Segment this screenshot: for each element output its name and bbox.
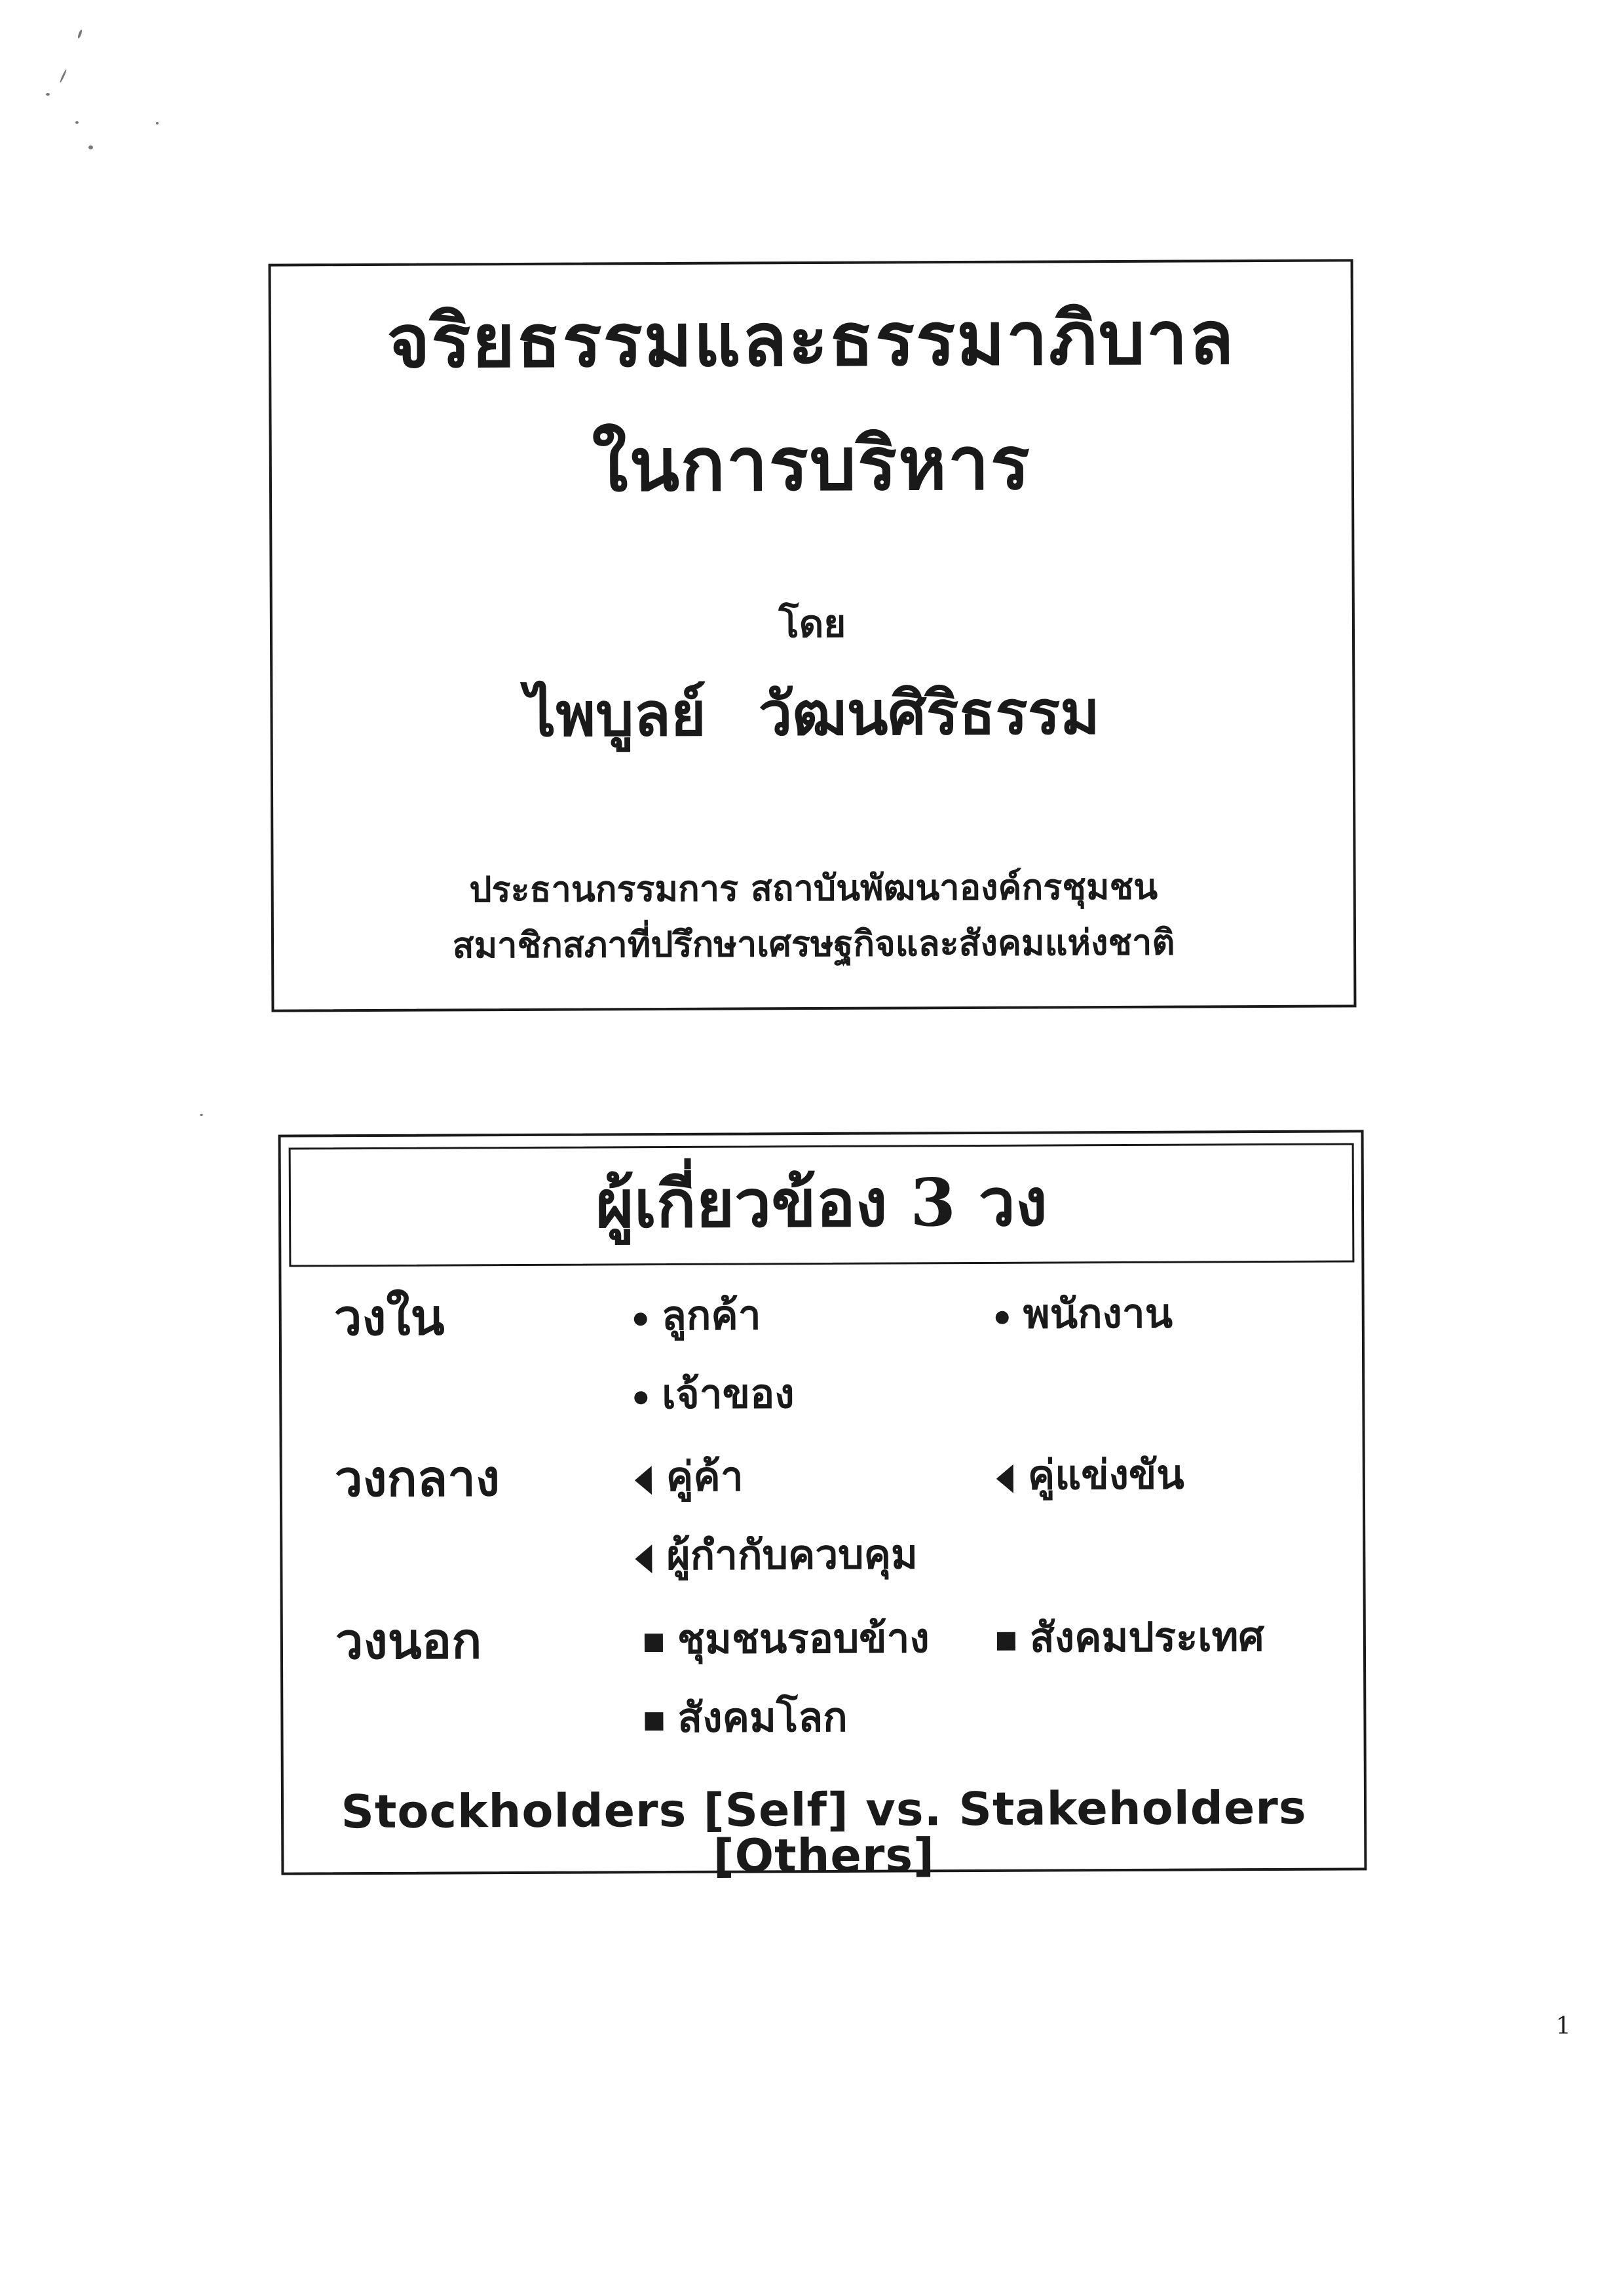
slide-title-line-2: ในการบริหาร	[592, 420, 1032, 508]
scan-speck	[46, 93, 50, 96]
bullet-icon	[996, 1311, 1009, 1324]
square-bullet-icon	[645, 1634, 663, 1652]
list-item: ลูกค้า	[634, 1295, 761, 1336]
list-item: คู่ค้า	[635, 1457, 744, 1498]
list-item: คู่แข่งขัน	[996, 1455, 1184, 1496]
list-item: พนักงาน	[996, 1293, 1173, 1335]
author-first-name: ไพบูลย์	[525, 678, 707, 750]
arrow-left-icon	[635, 1544, 652, 1573]
list-item: ชุมชนรอบข้าง	[645, 1618, 930, 1660]
arrow-left-icon	[635, 1466, 652, 1495]
scan-speck	[75, 121, 79, 124]
list-item: เจ้าของ	[634, 1373, 795, 1415]
title-slide	[269, 259, 1357, 1012]
list-item: ผู้กำกับควบคุม	[635, 1534, 918, 1576]
affiliation-line-2: สมาชิกสภาที่ปรึกษาเศรษฐกิจและสังคมแห่งชาติ	[452, 921, 1175, 966]
page-number: 1	[1556, 2013, 1571, 2040]
arrow-left-icon	[996, 1464, 1013, 1493]
ring-label-inner: วงใน	[333, 1288, 445, 1347]
scan-speck	[77, 29, 83, 39]
ring-label-middle: วงกลาง	[334, 1449, 500, 1508]
ring-label-outer: วงนอก	[335, 1611, 482, 1671]
scan-speck	[200, 1114, 203, 1116]
square-bullet-icon	[997, 1632, 1015, 1651]
author-name	[273, 677, 1352, 750]
scan-speck	[59, 69, 67, 83]
square-bullet-icon	[645, 1712, 663, 1731]
stakeholders-slide	[278, 1130, 1367, 1883]
scan-speck	[88, 145, 93, 149]
affiliation-line-1: ประธานกรรมการ สถาบันพัฒนาองค์กรชุมชน	[469, 865, 1158, 911]
slide-title-line-1: จริยธรรมและธรรมาภิบาล	[387, 295, 1236, 385]
by-label: โดย	[778, 601, 846, 647]
author-last-name: วัฒนศิริธรรม	[758, 677, 1101, 750]
slide-heading: ผู้เกี่ยวข้อง 3 วง	[289, 1143, 1355, 1267]
bullet-icon	[634, 1312, 647, 1326]
list-item: สังคมโลก	[645, 1697, 848, 1738]
bullet-icon	[634, 1391, 647, 1404]
scan-speck	[156, 122, 159, 124]
slide-footer: Stockholders [Self] vs. Stakeholders [Others]	[341, 1780, 1307, 1883]
list-item: สังคมประเทศ	[997, 1617, 1264, 1658]
